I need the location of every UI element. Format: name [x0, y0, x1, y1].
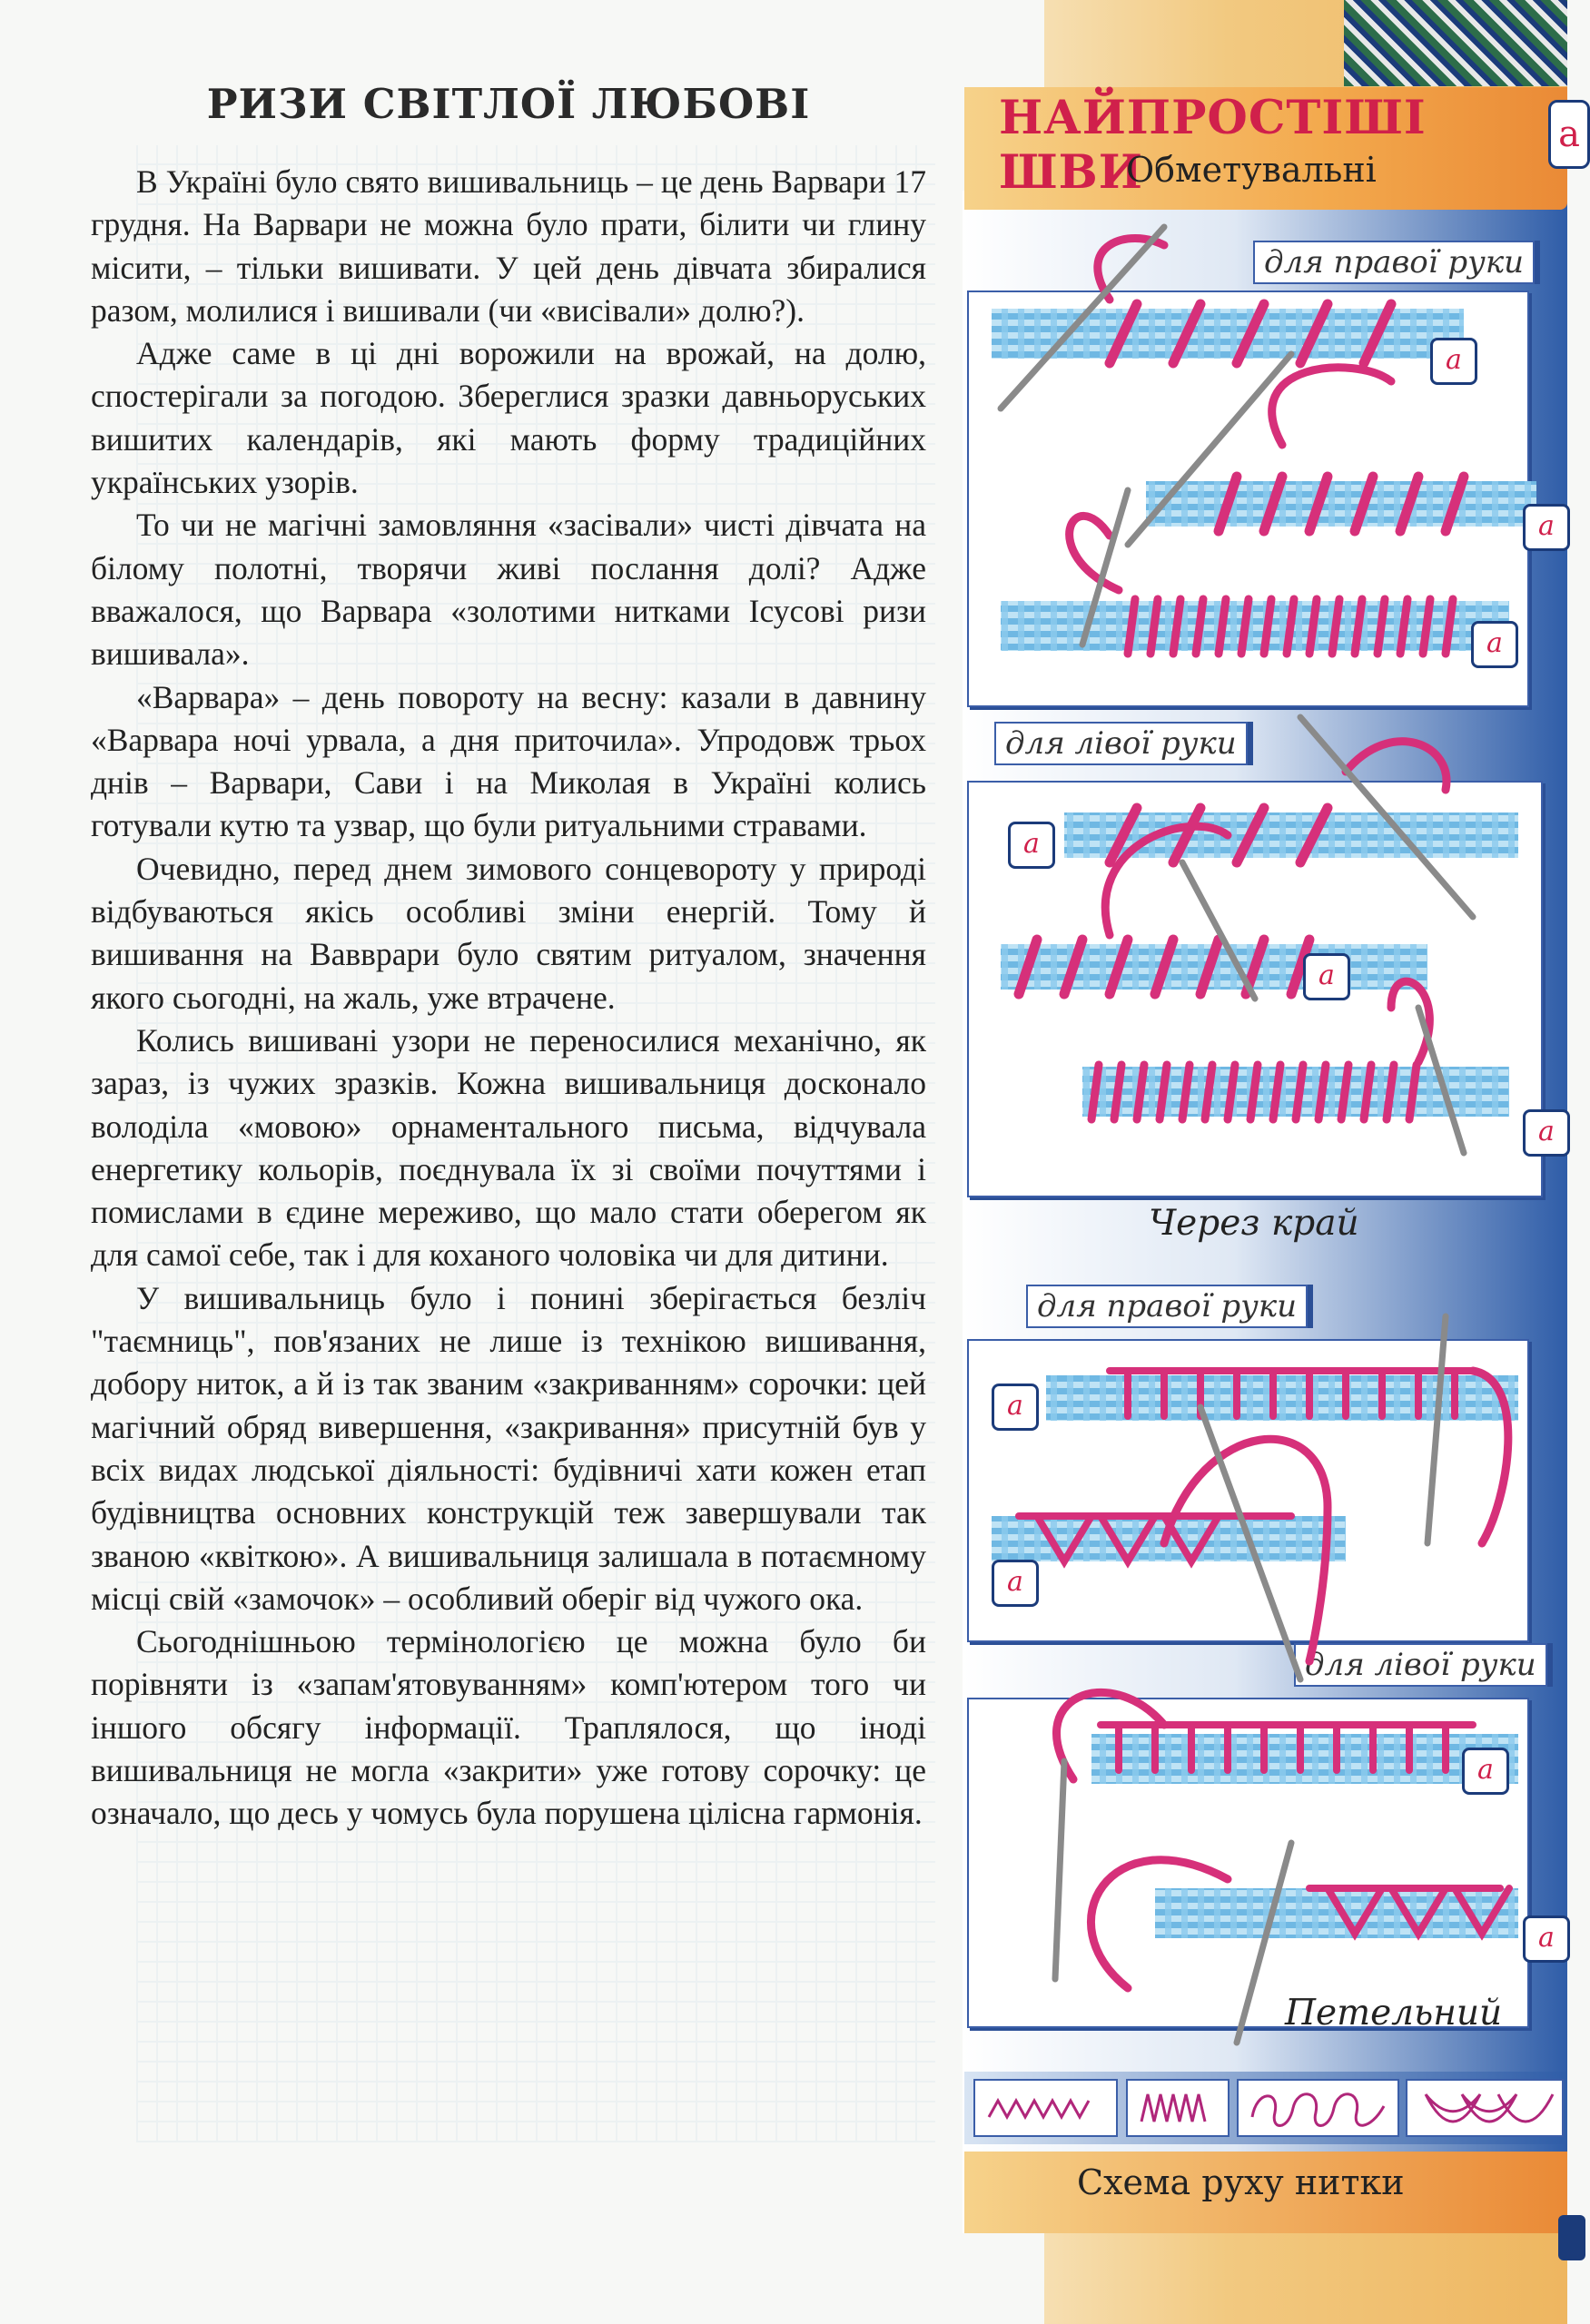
- marker-a-icon: a: [1303, 953, 1350, 1000]
- article-paragraph: Сьогоднішньою термінологією це можна було би порівняти із «запам'ятовуванням» комп'ютером того чи іншого обсягу інформації. Траплялося, що іноді вишивальниця не могла «закрити» уже готову сорочку: це означало, що десь у чомусь була порушена цілісна гармонія.: [91, 1623, 926, 1832]
- schema-petals: [1406, 2079, 1564, 2137]
- article-paragraph: Очевидно, перед днем зимового сонцевороту у природі відбуваються якісь особливі зміни енергій. Тому й вишивання на Вавврари було святим ритуалом, значення якого сьогодні, на жаль, уже втрачене.: [91, 850, 926, 1016]
- sidebar-title: НАЙПРОСТІШІ ШВИ: [999, 91, 1427, 200]
- schema-zigzag-2: [1126, 2079, 1230, 2137]
- article: [91, 64, 926, 1836]
- schema-zigzag-dense-icon: [1128, 2081, 1228, 2135]
- schema-loops-icon: [1239, 2081, 1397, 2135]
- tag-left-hand-2: для лівої руки: [1294, 1643, 1547, 1687]
- page-tab-marker: [1558, 2215, 1585, 2260]
- marker-a-icon: a: [1471, 621, 1518, 668]
- article-paragraph: Колись вишивані узори не переносилися механічно, як зараз, із чужих зразків. Кожна вишивальниця досконало володіла «мовою» орнаментального письма, відчувала енергетику кольорів, поєднувала їх зі своїми почуттями і помислами в єдине мереживо, що мало стати оберегом як для самої себе, так і для коханого чоловіка чи для дитини.: [91, 1021, 926, 1274]
- stitch-illustration-blanket: [964, 1271, 1567, 2070]
- article-paragraph: «Варвара» – день повороту на весну: казали в давнину «Варвара ночі урвала, а дня приточила». Упродовж трьох днів – Варвари, Сави і на Миколая в Україні колись готували кутю та узвар, що були ритуальними стравами.: [91, 678, 926, 844]
- sidebar-badge-icon: [1548, 100, 1590, 169]
- marker-a-icon: a: [1523, 504, 1570, 551]
- schema-zigzag-icon: [975, 2081, 1116, 2135]
- tag-right-hand-2: для правої руки: [1026, 1285, 1308, 1328]
- marker-a-icon: a: [1523, 1109, 1570, 1157]
- article-paragraph: Адже саме в ці дні ворожили на врожай, на долю, спостерігали за погодою. Збереглися зразки давньоруських вишитих календарів, які мають форму традиційних українських узорів.: [91, 335, 926, 501]
- schema-loops: [1237, 2079, 1399, 2137]
- tag-left-hand-1: для лівої руки: [994, 722, 1248, 765]
- sidebar-badge-text: a: [1558, 113, 1580, 155]
- caption-blanket: Петельний: [1285, 1993, 1503, 2034]
- schema-zigzag-1: [973, 2079, 1118, 2137]
- marker-a-icon: a: [1430, 338, 1477, 385]
- marker-a-icon: a: [1008, 822, 1055, 869]
- embroidery-photo: [1344, 0, 1567, 86]
- marker-a-icon: a: [1523, 1915, 1570, 1963]
- sidebar-subtitle: Обметувальні: [1126, 150, 1377, 190]
- schema-label: Схема руху нитки: [1077, 2162, 1405, 2202]
- marker-a-icon: a: [992, 1560, 1039, 1607]
- tag-right-hand-1: для правої руки: [1253, 241, 1535, 284]
- article-paragraph: В Україні було свято вишивальниць – це день Варвари 17 грудня. На Варвари не можна було прати, білити чи глину місити, – тільки вишивати. У цей день дівчата збиралися разом, молилися і вишивали (чи «висівали» долю?).: [91, 163, 926, 329]
- article-title: РИЗИ СВІТЛОЇ ЛЮБОВІ: [206, 80, 811, 128]
- marker-a-icon: a: [1462, 1748, 1509, 1795]
- marker-a-icon: a: [992, 1384, 1039, 1431]
- article-paragraph: То чи не магічні замовляння «засівали» чисті дівчата на білому полотні, творячи живі послання долі? Адже вважалося, що Варвара «золотими нитками Ісусові ризи вишивала».: [91, 507, 926, 673]
- schema-petals-icon: [1407, 2081, 1562, 2135]
- caption-overcast: Через край: [1149, 1203, 1359, 1244]
- article-paragraph: У вишивальниць було і понині зберігається безліч "таємниць", пов'язаних не лише із технікою вишивання, добору ниток, а й із так званим «закриванням» сорочки: цей магічний обряд вивершення, «закривання» присутній був у всіх видах людської діяльності: будівничі хати кожен етап будівництва основних конструкцій теж завершували так званою «квіткою». А вишивальниця залишала в потаємному місці свій «замочок» – особливий оберіг від чужого ока.: [91, 1279, 926, 1617]
